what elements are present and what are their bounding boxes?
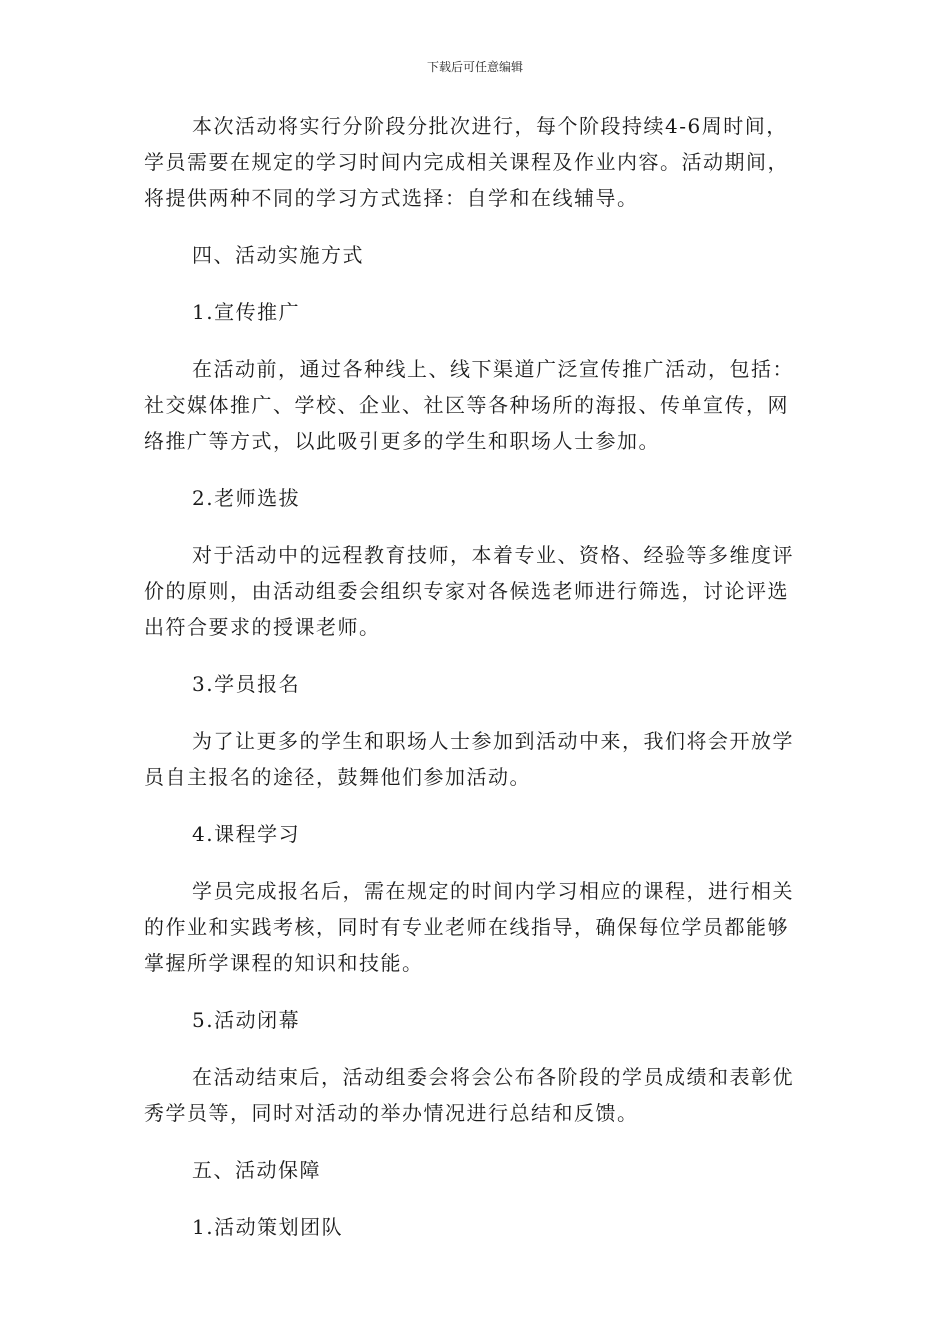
subheading-planning-team: 1.活动策划团队 bbox=[192, 1215, 344, 1239]
subheading-course-study: 4.课程学习 bbox=[192, 822, 301, 846]
subheading-promotion: 1.宣传推广 bbox=[192, 300, 301, 324]
document-body bbox=[144, 108, 794, 1266]
section-heading-guarantee: 五、活动保障 bbox=[192, 1158, 321, 1182]
subheading-closing: 5.活动闭幕 bbox=[192, 1008, 301, 1032]
paragraph-promotion: 在活动前，通过各种线上、线下渠道广泛宣传推广活动，包括：社交媒体推广、学校、企业、社区等各种场所的海报、传单宣传，网络推广等方式，以此吸引更多的学生和职场人士参加。 bbox=[144, 357, 794, 453]
paragraph-closing: 在活动结束后，活动组委会将会公布各阶段的学员成绩和表彰优秀学员等，同时对活动的举办情况进行总结和反馈。 bbox=[144, 1065, 794, 1125]
paragraph-teacher-selection: 对于活动中的远程教育技师，本着专业、资格、经验等多维度评价的原则，由活动组委会组织专家对各候选老师进行筛选，讨论评选出符合要求的授课老师。 bbox=[144, 543, 794, 639]
subheading-registration: 3.学员报名 bbox=[192, 672, 301, 696]
subheading-teacher-selection: 2.老师选拔 bbox=[192, 486, 301, 510]
paragraph-course-study: 学员完成报名后，需在规定的时间内学习相应的课程，进行相关的作业和实践考核，同时有专业老师在线指导，确保每位学员都能够掌握所学课程的知识和技能。 bbox=[144, 879, 794, 975]
page-header-note: 下载后可任意编辑 bbox=[426, 60, 523, 74]
paragraph-registration: 为了让更多的学生和职场人士参加到活动中来，我们将会开放学员自主报名的途径，鼓舞他们参加活动。 bbox=[144, 729, 794, 789]
paragraph-schedule: 本次活动将实行分阶段分批次进行，每个阶段持续4-6周时间，学员需要在规定的学习时间内完成相关课程及作业内容。活动期间，将提供两种不同的学习方式选择：自学和在线辅导。 bbox=[144, 114, 789, 210]
section-heading-implementation: 四、活动实施方式 bbox=[192, 243, 364, 267]
